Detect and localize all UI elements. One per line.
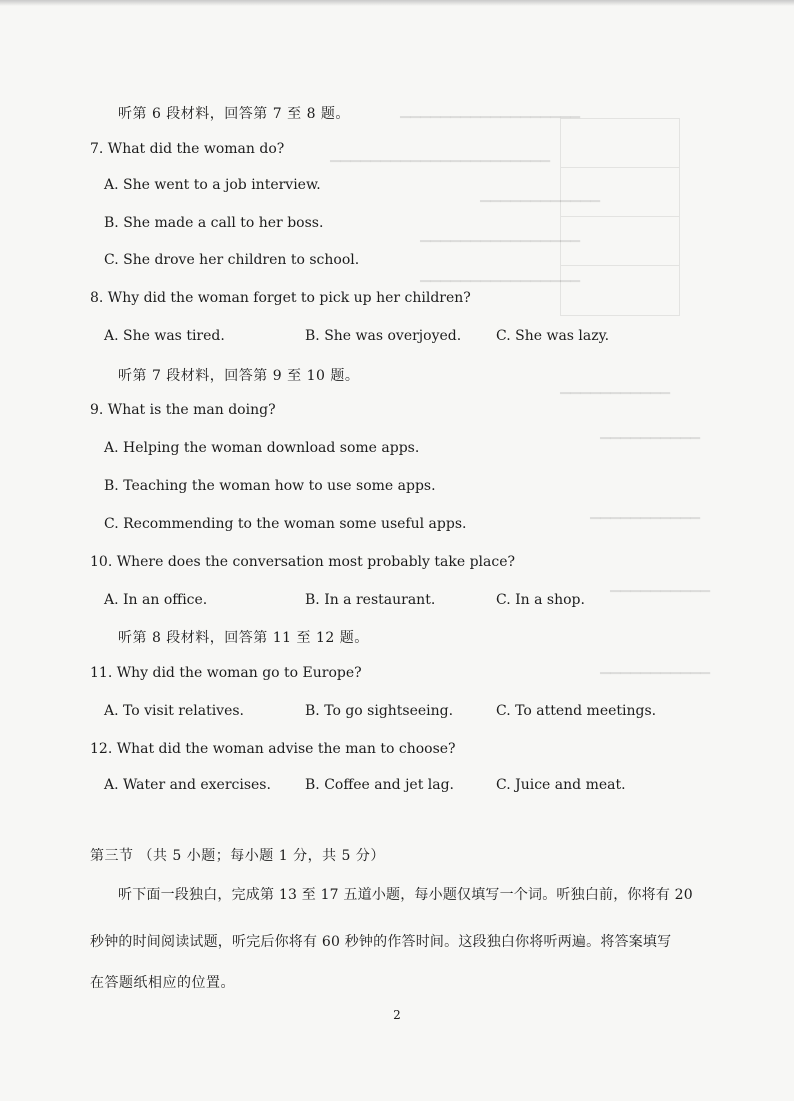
- show-through-table: [560, 118, 680, 316]
- question-12-option-c: C. Juice and meat.: [496, 777, 626, 793]
- question-11-option-c: C. To attend meetings.: [496, 703, 657, 719]
- section-3-heading: 第三节 （共 5 小题；每小题 1 分，共 5 分）: [90, 848, 385, 864]
- show-through-text: ▁▁▁▁▁▁▁▁▁▁▁▁▁▁▁▁▁▁▁▁▁▁: [330, 148, 550, 163]
- show-through-text: ▁▁▁▁▁▁▁▁▁▁▁▁▁▁▁▁: [420, 268, 580, 283]
- section-intro-8: 听第 8 段材料，回答第 11 至 12 题。: [118, 630, 369, 646]
- question-7-option-b: B. She made a call to her boss.: [104, 215, 324, 231]
- question-11-option-a: A. To visit relatives.: [104, 703, 244, 719]
- question-11-option-b: B. To go sightseeing.: [305, 703, 454, 719]
- section-3-instructions-line-1: 听下面一段独白，完成第 13 至 17 五道小题，每小题仅填写一个词。听独白前，你将有 20: [118, 887, 693, 903]
- question-7: 7. What did the woman do?: [90, 141, 285, 157]
- question-12: 12. What did the woman advise the man to choose?: [90, 741, 456, 757]
- show-through-text: ▁▁▁▁▁▁▁▁▁▁▁▁▁▁▁▁: [420, 228, 580, 243]
- top-edge-shadow: [0, 0, 794, 6]
- section-intro-6: 听第 6 段材料，回答第 7 至 8 题。: [118, 106, 350, 122]
- question-11: 11. Why did the woman go to Europe?: [90, 665, 362, 681]
- question-10: 10. Where does the conversation most probably take place?: [90, 554, 515, 570]
- question-10-option-a: A. In an office.: [104, 592, 208, 608]
- question-9-option-a: A. Helping the woman download some apps.: [104, 440, 420, 456]
- section-3-instructions-line-2: 秒钟的时间阅读试题，听完后你将有 60 秒钟的作答时间。这段独白你将听两遍。将答案填写: [90, 934, 672, 950]
- question-10-option-b: B. In a restaurant.: [305, 592, 436, 608]
- question-10-option-c: C. In a shop.: [496, 592, 585, 608]
- show-through-text: ▁▁▁▁▁▁▁▁▁▁: [600, 425, 700, 440]
- question-7-option-a: A. She went to a job interview.: [104, 177, 321, 193]
- question-9-option-b: B. Teaching the woman how to use some apps.: [104, 478, 436, 494]
- question-9-option-c: C. Recommending to the woman some useful apps.: [104, 516, 467, 532]
- question-12-option-b: B. Coffee and jet lag.: [305, 777, 455, 793]
- page-number: 2: [393, 1008, 401, 1022]
- show-through-text: ▁▁▁▁▁▁▁▁▁▁: [610, 578, 710, 593]
- show-through-text: ▁▁▁▁▁▁▁▁▁▁▁: [590, 505, 700, 520]
- question-8-option-a: A. She was tired.: [104, 328, 225, 344]
- section-intro-7: 听第 7 段材料，回答第 9 至 10 题。: [118, 368, 360, 384]
- question-12-option-a: A. Water and exercises.: [104, 777, 271, 793]
- show-through-text: ▁▁▁▁▁▁▁▁▁▁▁: [600, 660, 710, 675]
- show-through-text: ▁▁▁▁▁▁▁▁▁▁▁▁: [480, 188, 600, 203]
- question-7-option-c: C. She drove her children to school.: [104, 252, 360, 268]
- show-through-text: ▁▁▁▁▁▁▁▁▁▁▁: [560, 380, 670, 395]
- section-3-instructions-line-3: 在答题纸相应的位置。: [90, 975, 235, 991]
- question-9: 9. What is the man doing?: [90, 402, 276, 418]
- question-8-option-b: B. She was overjoyed.: [305, 328, 462, 344]
- question-8-option-c: C. She was lazy.: [496, 328, 610, 344]
- question-8: 8. Why did the woman forget to pick up her children?: [90, 290, 471, 306]
- show-through-text: ▁▁▁▁▁▁▁▁▁▁▁▁▁▁▁▁▁▁: [400, 104, 580, 119]
